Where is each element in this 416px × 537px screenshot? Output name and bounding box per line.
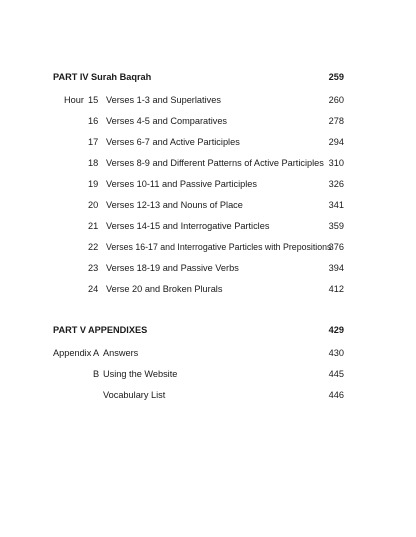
hour-number: 22 xyxy=(88,242,99,252)
hour-title: Verses 14-15 and Interrogative Particles xyxy=(106,221,270,231)
appendix-title: Vocabulary List xyxy=(103,390,166,400)
hour-title: Verses 1-3 and Superlatives xyxy=(106,95,221,105)
part-label: PART IV xyxy=(53,72,89,82)
appendix-prefix: Appendix xyxy=(53,348,92,358)
hour-prefix: Hour xyxy=(64,95,84,105)
toc-entry xyxy=(0,260,416,276)
toc-entry xyxy=(0,387,416,403)
hour-number: 15 xyxy=(88,95,99,105)
part-title: Surah Baqrah xyxy=(91,72,152,82)
page-number: 326 xyxy=(328,179,344,189)
part-heading xyxy=(0,69,416,85)
toc-entry xyxy=(0,155,416,171)
part-heading xyxy=(0,322,416,338)
toc-entry xyxy=(0,366,416,382)
appendix-letter: A xyxy=(93,348,100,358)
hour-number: 18 xyxy=(88,158,99,168)
page-number: 310 xyxy=(328,158,344,168)
hour-number: 21 xyxy=(88,221,99,231)
page-number: 359 xyxy=(328,221,344,231)
toc-entry xyxy=(0,239,416,255)
page-number: 429 xyxy=(328,325,344,335)
hour-number: 20 xyxy=(88,200,99,210)
toc-entry xyxy=(0,92,416,108)
part-label: PART V xyxy=(53,325,87,335)
toc-entry xyxy=(0,113,416,129)
appendix-title: Using the Website xyxy=(103,369,178,379)
hour-title: Verses 6-7 and Active Participles xyxy=(106,137,240,147)
page-number: 260 xyxy=(328,95,344,105)
hour-title: Verses 8-9 and Different Patterns of Active Participles xyxy=(106,158,324,168)
appendix-letter: B xyxy=(93,369,100,379)
toc-entry xyxy=(0,176,416,192)
hour-number: 17 xyxy=(88,137,99,147)
page-number: 430 xyxy=(328,348,344,358)
toc-entry xyxy=(0,134,416,150)
hour-number: 24 xyxy=(88,284,99,294)
hour-title: Verse 20 and Broken Plurals xyxy=(106,284,223,294)
hour-title: Verses 10-11 and Passive Participles xyxy=(106,179,257,189)
hour-title: Verses 12-13 and Nouns of Place xyxy=(106,200,243,210)
appendix-title: Answers xyxy=(103,348,139,358)
page-number: 341 xyxy=(328,200,344,210)
toc-entry xyxy=(0,197,416,213)
page-number: 294 xyxy=(328,137,344,147)
toc-entry xyxy=(0,281,416,297)
toc-entry xyxy=(0,218,416,234)
page-number: 259 xyxy=(328,72,344,82)
hour-number: 19 xyxy=(88,179,99,189)
page-number: 446 xyxy=(328,390,344,400)
hour-title: Verses 4-5 and Comparatives xyxy=(106,116,228,126)
toc-entry xyxy=(0,345,416,361)
hour-title: Verses 18-19 and Passive Verbs xyxy=(106,263,239,273)
page-number: 394 xyxy=(328,263,344,273)
hour-title: Verses 16-17 and Interrogative Particles with Prepositions xyxy=(106,242,332,252)
page-number: 376 xyxy=(328,242,344,252)
page-number: 445 xyxy=(328,369,344,379)
hour-number: 23 xyxy=(88,263,99,273)
page-number: 412 xyxy=(328,284,344,294)
part-title: APPENDIXES xyxy=(88,325,148,335)
hour-number: 16 xyxy=(88,116,99,126)
page-number: 278 xyxy=(328,116,344,126)
